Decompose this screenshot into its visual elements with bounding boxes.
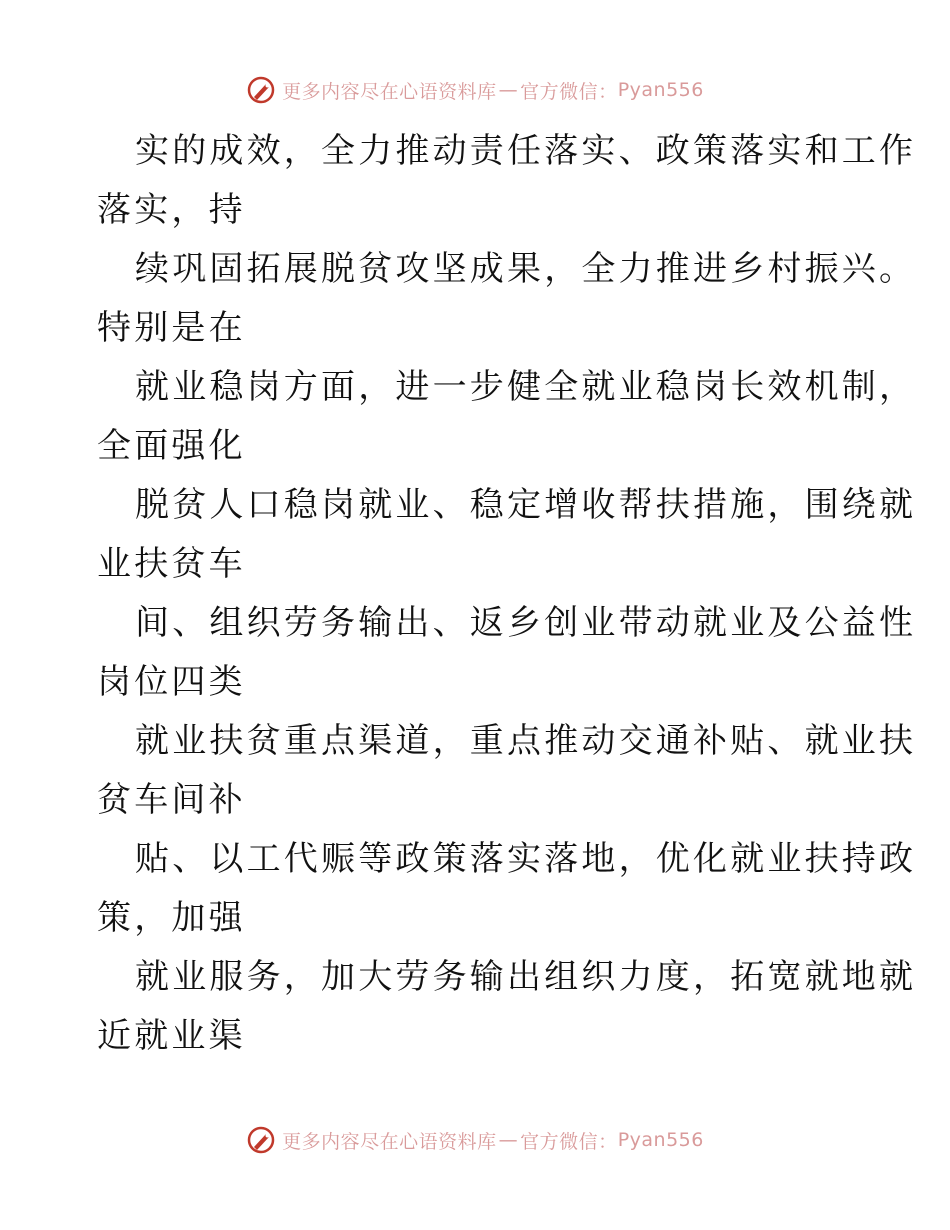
paragraph-line: 全面强化 xyxy=(97,426,246,466)
paragraph-line: 岗位四类 xyxy=(97,662,246,702)
paragraph-line: 策，加强 xyxy=(97,898,246,938)
watermark-official-label: 官方微信： xyxy=(520,80,618,103)
header-watermark xyxy=(0,70,950,110)
watermark-separator: — xyxy=(498,79,519,101)
watermark-official-label: 官方微信： xyxy=(520,1130,618,1153)
watermark-account: Pyan556 xyxy=(617,1129,704,1151)
paragraph-line: 贴、以工代赈等政策落实落地，优化就业扶持政 xyxy=(135,839,917,879)
paragraph-line: 续巩固拓展脱贫攻坚成果，全力推进乡村振兴。 xyxy=(135,249,917,289)
pen-logo-icon xyxy=(246,1125,276,1155)
watermark-main-text: 更多内容尽在心语资料库 xyxy=(282,1130,497,1153)
document-body xyxy=(97,122,917,1066)
paragraph-line: 间、组织劳务输出、返乡创业带动就业及公益性 xyxy=(135,603,917,643)
paragraph-line: 脱贫人口稳岗就业、稳定增收帮扶措施，围绕就 xyxy=(135,485,917,525)
footer-watermark xyxy=(0,1120,950,1160)
paragraph-line: 落实，持 xyxy=(97,190,246,230)
paragraph-line: 就业稳岗方面，进一步健全就业稳岗长效机制， xyxy=(135,367,917,407)
paragraph-line: 实的成效，全力推动责任落实、政策落实和工作 xyxy=(135,131,917,171)
watermark-account: Pyan556 xyxy=(617,79,704,101)
pen-logo-icon xyxy=(246,75,276,105)
watermark-main-text: 更多内容尽在心语资料库 xyxy=(282,80,497,103)
paragraph-line: 贫车间补 xyxy=(97,780,246,820)
paragraph-line: 就业扶贫重点渠道，重点推动交通补贴、就业扶 xyxy=(135,721,917,761)
watermark-separator: — xyxy=(498,1129,519,1151)
paragraph-line: 近就业渠 xyxy=(97,1016,246,1056)
paragraph-line: 就业服务，加大劳务输出组织力度，拓宽就地就 xyxy=(135,957,917,997)
paragraph-line: 特别是在 xyxy=(97,308,246,348)
paragraph-line: 业扶贫车 xyxy=(97,544,246,584)
